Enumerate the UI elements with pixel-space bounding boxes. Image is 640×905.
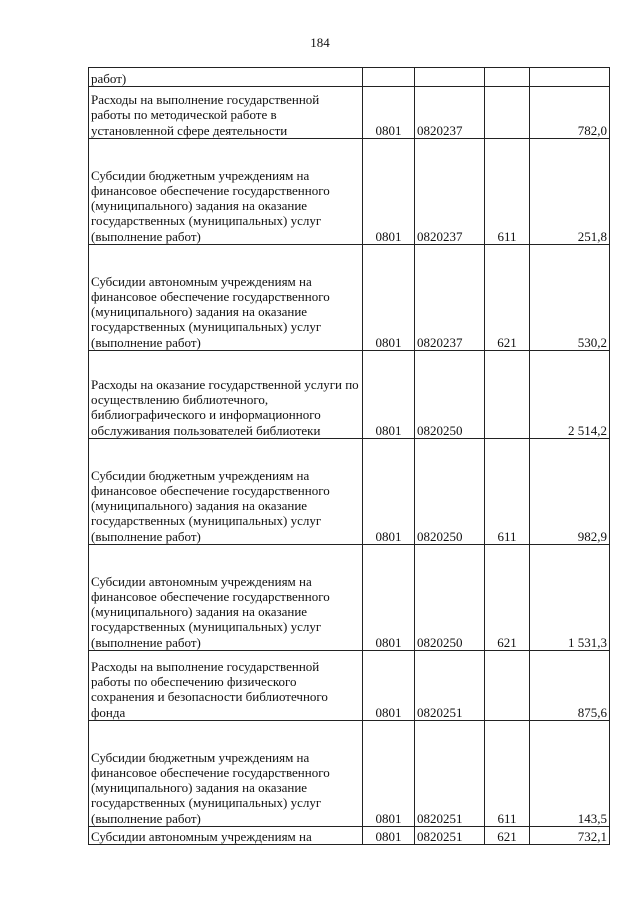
row-expense-type	[485, 651, 530, 721]
table-row	[89, 651, 610, 721]
row-section	[363, 68, 415, 87]
row-amount: 251,8	[530, 139, 610, 245]
row-section: 0801	[363, 439, 415, 545]
row-section: 0801	[363, 827, 415, 845]
row-section: 0801	[363, 87, 415, 139]
row-section: 0801	[363, 351, 415, 439]
row-description: работ)	[89, 68, 363, 87]
table-row	[89, 139, 610, 245]
row-section: 0801	[363, 545, 415, 651]
row-section: 0801	[363, 651, 415, 721]
row-amount	[530, 68, 610, 87]
row-description: Субсидии бюджетным учреждениям на финансовое обеспечение государственного (муниципального) задания на оказание государственных (муниципальных) услуг (выполнение работ)	[89, 721, 363, 827]
row-target-code: 0820237	[415, 245, 485, 351]
row-target-code: 0820250	[415, 545, 485, 651]
row-target-code: 0820237	[415, 87, 485, 139]
row-expense-type: 611	[485, 439, 530, 545]
row-amount: 1 531,3	[530, 545, 610, 651]
row-target-code: 0820250	[415, 439, 485, 545]
row-expense-type: 611	[485, 721, 530, 827]
row-expense-type: 621	[485, 545, 530, 651]
row-section: 0801	[363, 139, 415, 245]
row-expense-type	[485, 351, 530, 439]
row-description: Субсидии бюджетным учреждениям на финансовое обеспечение государственного (муниципального) задания на оказание государственных (муниципальных) услуг (выполнение работ)	[89, 439, 363, 545]
row-description: Расходы на выполнение государственной работы по обеспечению физического сохранения и безопасности библиотечного фонда	[89, 651, 363, 721]
row-expense-type: 621	[485, 245, 530, 351]
row-description: Расходы на оказание государственной услуги по осуществлению библиотечного, библиографического и информационного обслуживания пользователей библиотеки	[89, 351, 363, 439]
budget-table	[88, 67, 610, 845]
row-target-code	[415, 68, 485, 87]
row-description: Субсидии бюджетным учреждениям на финансовое обеспечение государственного (муниципального) задания на оказание государственных (муниципальных) услуг (выполнение работ)	[89, 139, 363, 245]
page-number: 184	[310, 35, 330, 50]
row-target-code: 0820250	[415, 351, 485, 439]
row-description: Расходы на выполнение государственной работы по методической работе в установленной сфере деятельности	[89, 87, 363, 139]
table-row	[89, 827, 610, 845]
table-row	[89, 545, 610, 651]
row-amount: 875,6	[530, 651, 610, 721]
table-row	[89, 87, 610, 139]
row-amount: 982,9	[530, 439, 610, 545]
row-amount: 530,2	[530, 245, 610, 351]
row-amount: 782,0	[530, 87, 610, 139]
row-description: Субсидии автономным учреждениям на финансовое обеспечение государственного (муниципального) задания на оказание государственных (муниципальных) услуг (выполнение работ)	[89, 545, 363, 651]
row-target-code: 0820251	[415, 651, 485, 721]
row-section: 0801	[363, 245, 415, 351]
table-row	[89, 68, 610, 87]
row-expense-type: 611	[485, 139, 530, 245]
row-expense-type: 621	[485, 827, 530, 845]
row-amount: 732,1	[530, 827, 610, 845]
row-target-code: 0820237	[415, 139, 485, 245]
row-target-code: 0820251	[415, 827, 485, 845]
row-description: Субсидии автономным учреждениям на финансовое обеспечение государственного (муниципального) задания на оказание государственных (муниципальных) услуг (выполнение работ)	[89, 245, 363, 351]
row-description: Субсидии автономным учреждениям на	[89, 827, 363, 845]
table-row	[89, 351, 610, 439]
row-amount: 2 514,2	[530, 351, 610, 439]
row-section: 0801	[363, 721, 415, 827]
row-amount: 143,5	[530, 721, 610, 827]
table-row	[89, 439, 610, 545]
row-expense-type	[485, 87, 530, 139]
row-target-code: 0820251	[415, 721, 485, 827]
table-row	[89, 245, 610, 351]
row-expense-type	[485, 68, 530, 87]
table-row	[89, 721, 610, 827]
